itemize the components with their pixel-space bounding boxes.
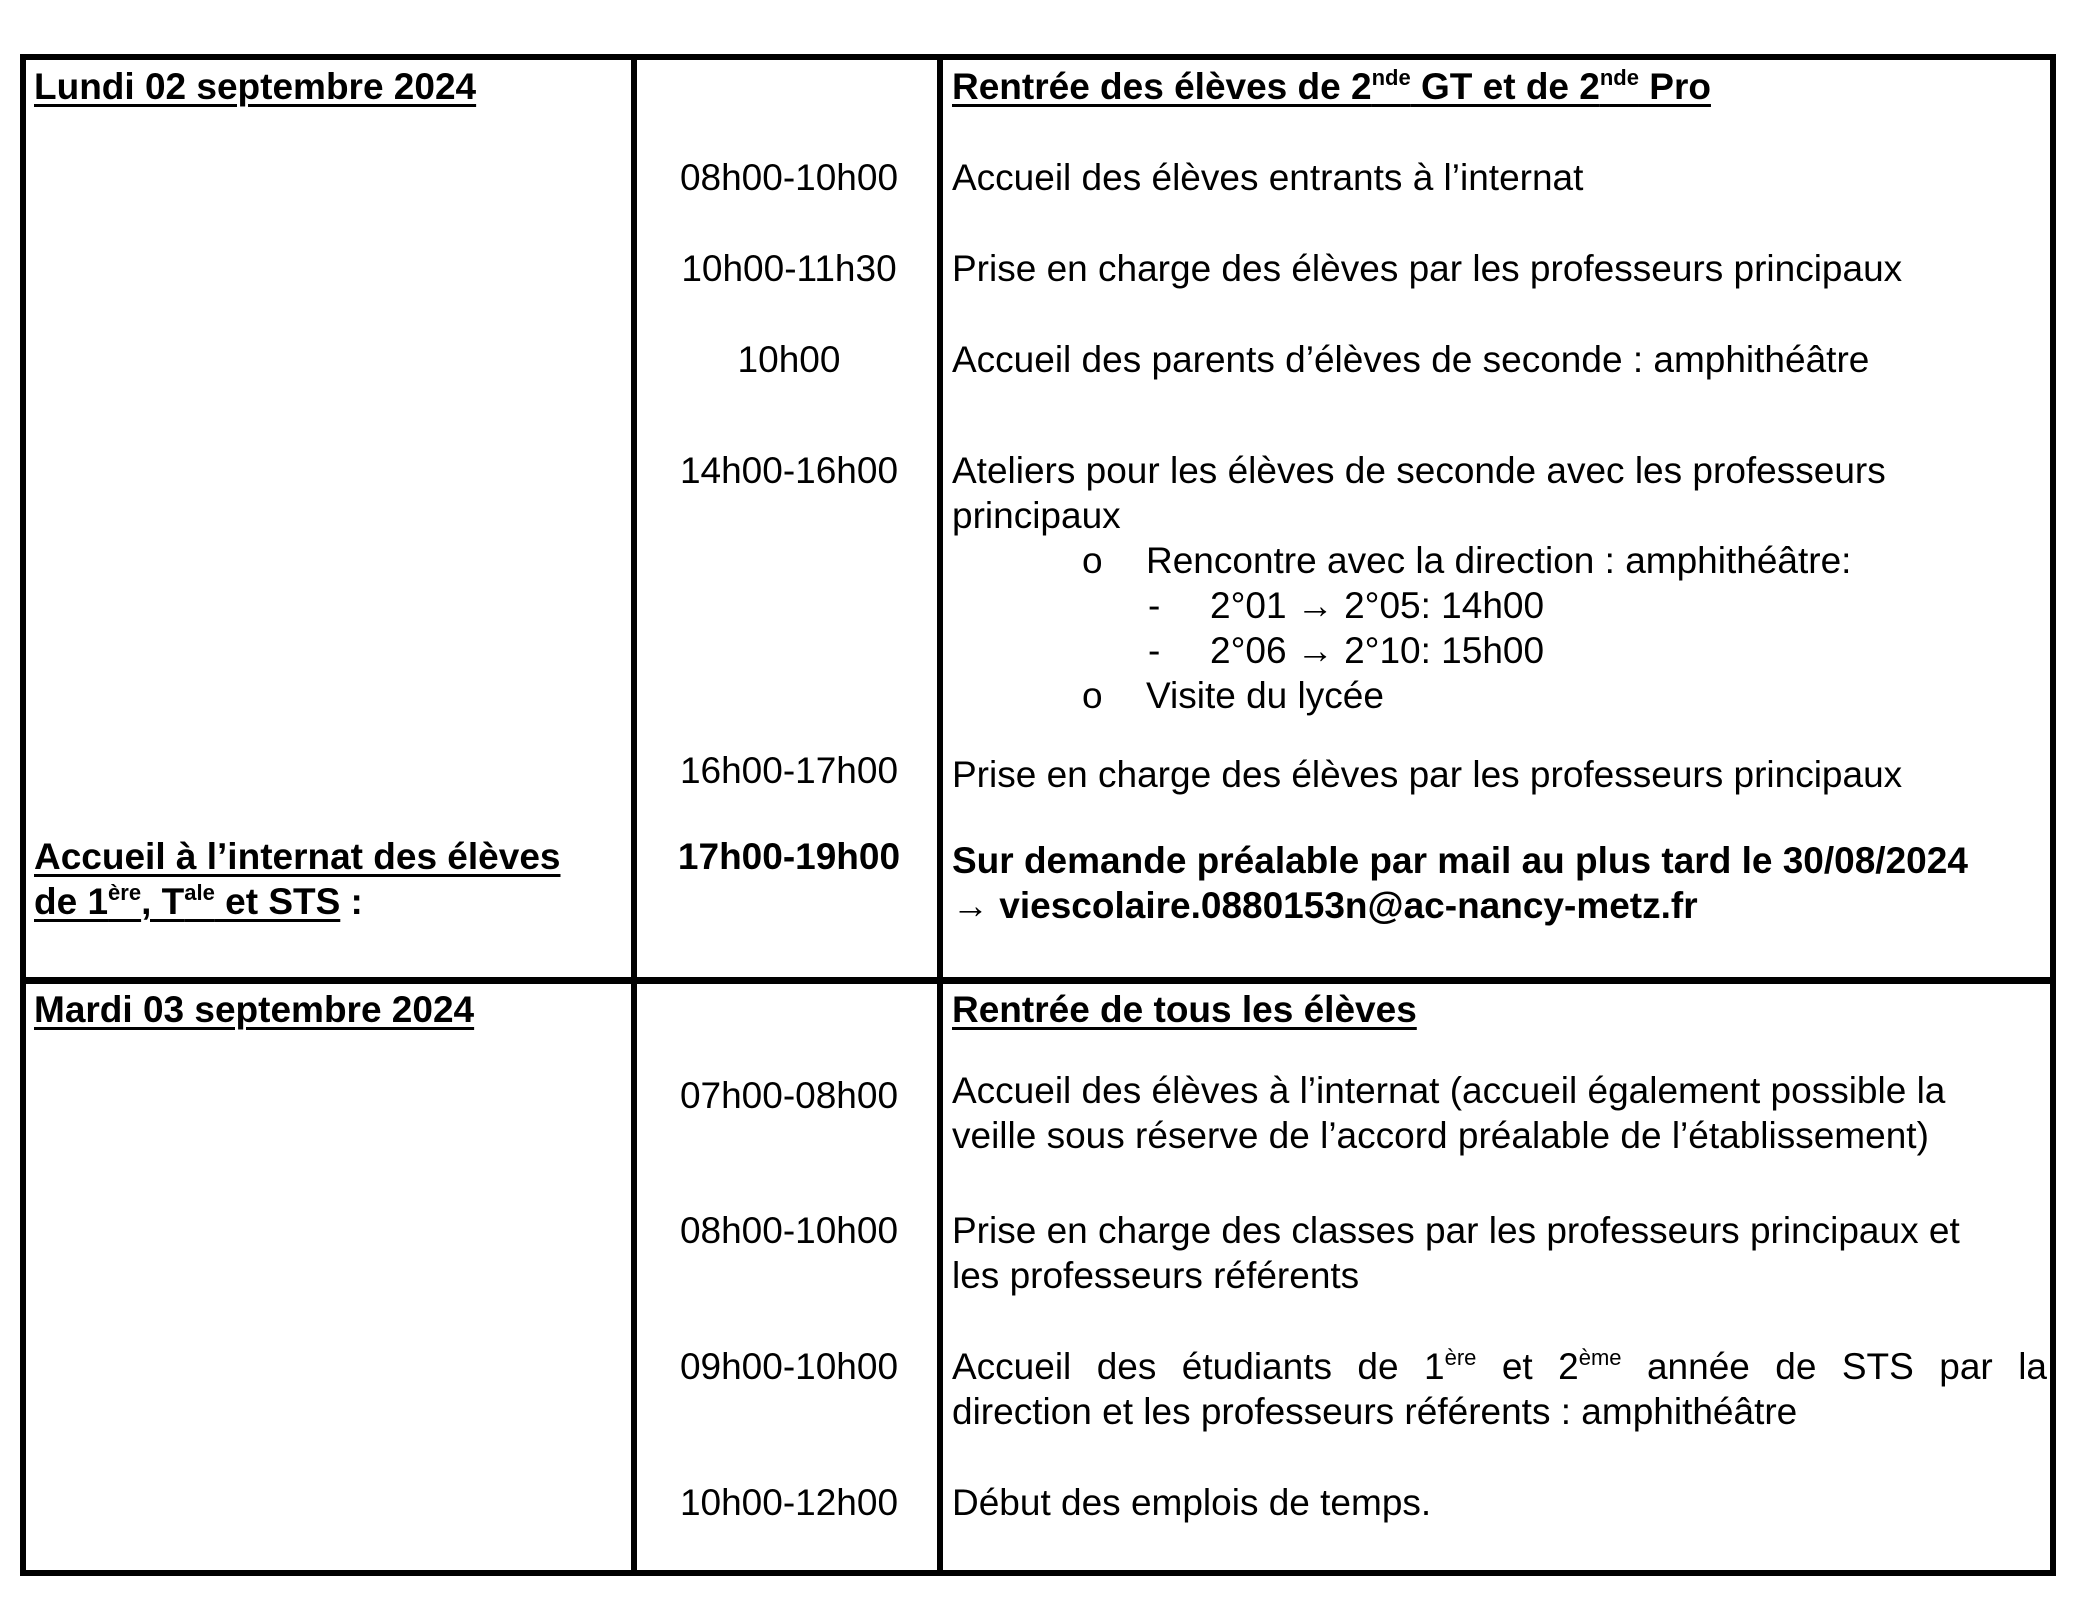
entry-description [952, 1208, 2047, 1298]
day2-date: Mardi 03 septembre 2024 [34, 989, 475, 1030]
dash-bullet-icon: - [1148, 630, 1161, 671]
column-divider [631, 60, 637, 1570]
entry-line [952, 1344, 2047, 1389]
internat-label [34, 834, 560, 924]
dash-bullet-icon: - [1148, 585, 1161, 626]
internat-label-text: , T [141, 881, 185, 922]
internat-description [952, 838, 2047, 928]
sub-item: 2°01 → 2°05: 14h00 [1210, 585, 1545, 626]
entry-line: veille sous réserve de l’accord préalable de l’établissement) [952, 1115, 1929, 1156]
superscript: ère [1444, 1345, 1477, 1370]
superscript: nde [1599, 65, 1639, 90]
entry-time: 10h00 [737, 339, 841, 380]
entry-time: 08h00-10h00 [679, 1210, 899, 1251]
entry-text: année de STS par la [1621, 1346, 2047, 1387]
email-link[interactable]: → viescolaire.0880153n@ac-nancy-metz.fr [952, 885, 1698, 926]
day2-header: Rentrée de tous les élèves [952, 989, 1417, 1030]
circle-bullet-icon: o [1082, 540, 1103, 581]
superscript: ème [1578, 1345, 1622, 1370]
day1-date: Lundi 02 septembre 2024 [34, 66, 477, 107]
schedule-table [20, 54, 2056, 1576]
entry-line: principaux [952, 495, 1121, 536]
day1-header-text: Rentrée des élèves de 2 [952, 66, 1372, 107]
circle-bullet-icon: o [1082, 675, 1103, 716]
internat-label-text: : [340, 881, 363, 922]
entry-time: 09h00-10h00 [679, 1346, 899, 1387]
entry-description: Accueil des élèves entrants à l’internat [952, 157, 1584, 198]
day1-header-text: GT et de 2 [1410, 66, 1600, 107]
superscript: ère [108, 880, 142, 905]
entry-line: Sur demande préalable par mail au plus tard le 30/08/2024 [952, 840, 1968, 881]
entry-time: 10h00-12h00 [679, 1482, 899, 1523]
entry-description [952, 1344, 2047, 1434]
superscript: ale [184, 880, 215, 905]
sub-item: 2°06 → 2°10: 15h00 [1210, 630, 1545, 671]
day1-header-text: Pro [1638, 66, 1711, 107]
entry-time: 08h00-10h00 [679, 157, 899, 198]
entry-time: 14h00-16h00 [679, 450, 899, 491]
entry-line: les professeurs référents [952, 1255, 1360, 1296]
entry-time: 17h00-19h00 [677, 836, 901, 877]
entry-time: 16h00-17h00 [679, 750, 899, 791]
entry-description: Prise en charge des élèves par les professeurs principaux [952, 248, 1903, 289]
internat-label-text: de 1 [34, 881, 109, 922]
day1-header [952, 64, 1711, 109]
internat-label-line: Accueil à l’internat des élèves [34, 836, 561, 877]
entry-text: et 2 [1476, 1346, 1579, 1387]
entry-description: Début des emplois de temps. [952, 1482, 1432, 1523]
entry-description: Prise en charge des élèves par les professeurs principaux [952, 754, 1903, 795]
sub-item: Visite du lycée [1146, 675, 1384, 716]
entry-description [952, 448, 2047, 538]
entry-text: Accueil des étudiants de 1 [952, 1346, 1445, 1387]
row-divider [26, 977, 2050, 984]
entry-line: Prise en charge des classes par les professeurs principaux et [952, 1210, 1960, 1251]
entry-time: 10h00-11h30 [681, 248, 897, 289]
entry-time: 07h00-08h00 [679, 1075, 899, 1116]
internat-label-line [34, 879, 560, 924]
superscript: nde [1371, 65, 1411, 90]
entry-line: Ateliers pour les élèves de seconde avec les professeurs [952, 450, 1886, 491]
entry-description: Accueil des parents d’élèves de seconde : amphithéâtre [952, 339, 1870, 380]
sub-item: Rencontre avec la direction : amphithéâtre: [1146, 540, 1852, 581]
entry-line: Accueil des élèves à l’internat (accueil également possible la [952, 1070, 1946, 1111]
entry-line: direction et les professeurs référents : amphithéâtre [952, 1391, 1798, 1432]
entry-description [952, 1068, 2047, 1158]
internat-label-text: et STS [214, 881, 341, 922]
